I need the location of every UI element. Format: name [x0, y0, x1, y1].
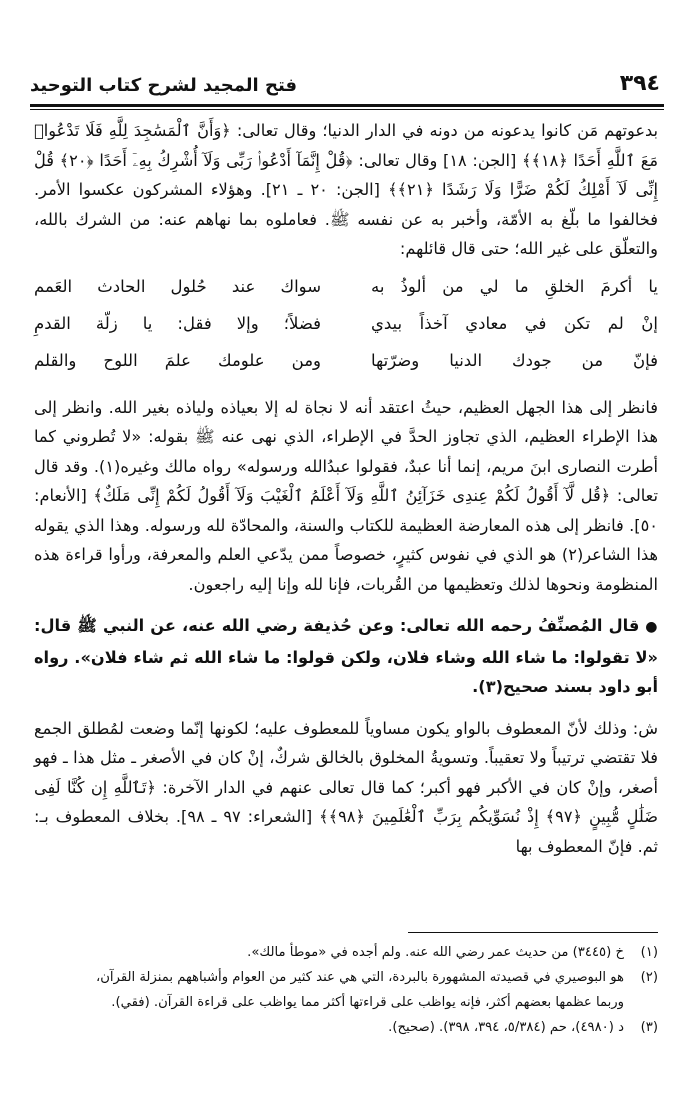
poem	[34, 268, 658, 379]
paragraph-4: ش: وذلك لأنّ المعطوف بالواو يكون مساوياً للمعطوف عليه؛ لكونها إنّما وضعت لمُطلق الجمع فلا تقتضي ترتيباً ولا تعقيباً. وتسويةُ المخلوق بالخالق شركٌ، إنْ كان في الأصغر ـ مثل هذا ـ فهو أصغر، وإنْ كان في الأكبر فهو أكبر؛ كما قال تعالى عنهم في الدار الآخرة: ﴿تَٱللَّهِ إِن كُنَّا لَفِى ضَلَٰلٍ مُّبِينٍ ﴿٩٧﴾ إِذْ نُسَوِّيكُم بِرَبِّ ٱلْعَٰلَمِينَ ﴿٩٨﴾﴾ [الشعراء: ٩٧ ـ ٩٨]. بخلاف المعطوف بـ: ثم. فإنّ المعطوف بها	[34, 718, 658, 856]
poem-verse	[34, 342, 658, 379]
verse-first-hemistich: يا أكرمَ الخلقِ ما لي من ألوذُ به	[370, 276, 658, 296]
header-rule-thin	[30, 109, 664, 110]
author-hadith-paragraph	[34, 611, 658, 702]
bullet-dot-icon: ●	[645, 619, 658, 635]
verse-second-hemistich: فضلاً؛ وإلا فقل: يا زلّة القدمِ	[34, 313, 322, 333]
footnote-text: خ (٣٤٤٥) من حديث عمر رضي الله عنه. ولم أجده في «موطأ مالك».	[247, 945, 624, 960]
footnote	[36, 1015, 658, 1040]
footnote-rule	[408, 932, 658, 933]
footnote-number: (٢)	[640, 970, 658, 985]
footnotes	[36, 940, 658, 1040]
poem-verse	[34, 268, 658, 305]
footnote-text: هو البوصيري في قصيدته المشهورة بالبردة، التي هي عند كثير من العوام وأشباههم بمنزلة القرآن،	[95, 970, 624, 985]
verse-first-hemistich: فإنّ من جودك الدنيا وضرّتها	[370, 350, 658, 370]
footnote	[36, 965, 658, 990]
footnote-number: (٣)	[640, 1020, 658, 1035]
paragraph-2: فانظر إلى هذا الجهل العظيم، حيثُ اعتقد أنه لا نجاة له إلا بعياذه ولياذه بغير الله. وانظر إلى هذا الإطراء العظيم، الذي تجاوز الحدَّ في الإطراء، الذي نهى عنه ﷺ بقوله: «لا تُطروني كما أطرت النصارى ابنَ مريم، إنما أنا عبدٌ، فقولوا عبدُالله ورسوله» رواه مالك وغيره(١). وقد قال تعالى: ﴿قُل لَّآ أَقُولُ لَكُمْ عِندِى خَزَآئِنُ ٱللَّهِ وَلَآ أَعْلَمُ ٱلْغَيْبَ وَلَآ أَقُولُ لَكُمْ إِنِّى مَلَكٌ﴾ [الأنعام: ٥٠]. فانظر إلى هذه المعارضة العظيمة للكتاب والسنة، والمحادّة لله ورسوله. وهذا الذي يقوله هذا الشاعر(٢) هو الذي في نفوس كثيرٍ، خصوصاً ممن يدّعي العلم والمعرفة، ورأوا قراءة هذه المنظومة ونحوها لذلك وتعظيمها من القُربات، فإنا لله وإنا إليه راجعون.	[34, 397, 658, 594]
paragraph-3-text: قال المُصنِّفُ رحمه الله تعالى: وعن حُذيفة رضي الله عنه، عن النبي ﷺ قال: «لا تقولوا: ما شاء الله وشاء فلان، ولكن قولوا: ما شاء الله ثم شاء فلان». رواه أبو داود بسند صحيح(٣).	[34, 616, 658, 696]
footnote-text: د (٤٩٨٠)، حم (٥/٣٨٤، ٣٩٤، ٣٩٨). (صحيح).	[388, 1020, 624, 1035]
footnote-continuation: وربما عظمها بعضهم أكثر، فإنه يواظب على قراءتها أكثر مما يواظب على قراءة القرآن. (فقي).	[111, 995, 624, 1010]
verse-first-hemistich: إنْ لم تكن في معادي آخذاً بيدي	[370, 313, 658, 333]
footnote-number: (١)	[640, 945, 658, 960]
header-rule	[30, 104, 664, 107]
footnote	[36, 940, 658, 965]
paragraph-1: بدعوتهم مَن كانوا يدعونه من دونه في الدار الدنيا؛ وقال تعالى: ﴿وَأَنَّ ٱلْمَسَٰجِدَ لِلَّهِ فَلَا تَدْعُوا۟ مَعَ ٱللَّهِ أَحَدًا ﴿١٨﴾﴾ [الجن: ١٨] وقال تعالى: ﴿قُلْ إِنَّمَآ أَدْعُوا۟ رَبِّى وَلَآ أُشْرِكُ بِهِۦٓ أَحَدًا ﴿٢٠﴾ قُلْ إِنِّى لَآ أَمْلِكُ لَكُمْ ضَرًّا وَلَا رَشَدًا ﴿٢١﴾﴾ [الجن: ٢٠ ـ ٢١]. وهؤلاء المشركون عكسوا الأمر. فخالفوا ما بلّغ به الأمّة، وأخبر به عن نفسه ﷺ. فعاملوه بما نهاهم عنه: من الشرك بالله، والتعلّق على غير الله؛ حتى قال قائلهم:	[34, 121, 658, 258]
poem-verse	[34, 305, 658, 342]
page-body	[34, 116, 658, 861]
verse-second-hemistich: ومن علومك علمَ اللوح والقلم	[34, 350, 322, 370]
page-header	[30, 58, 664, 104]
running-title: فتح المجيد لشرح كتاب التوحيد	[30, 75, 298, 96]
page-number: ٣٩٤	[619, 71, 660, 96]
verse-second-hemistich: سواك عند حُلول الحادث العَمم	[34, 276, 322, 296]
